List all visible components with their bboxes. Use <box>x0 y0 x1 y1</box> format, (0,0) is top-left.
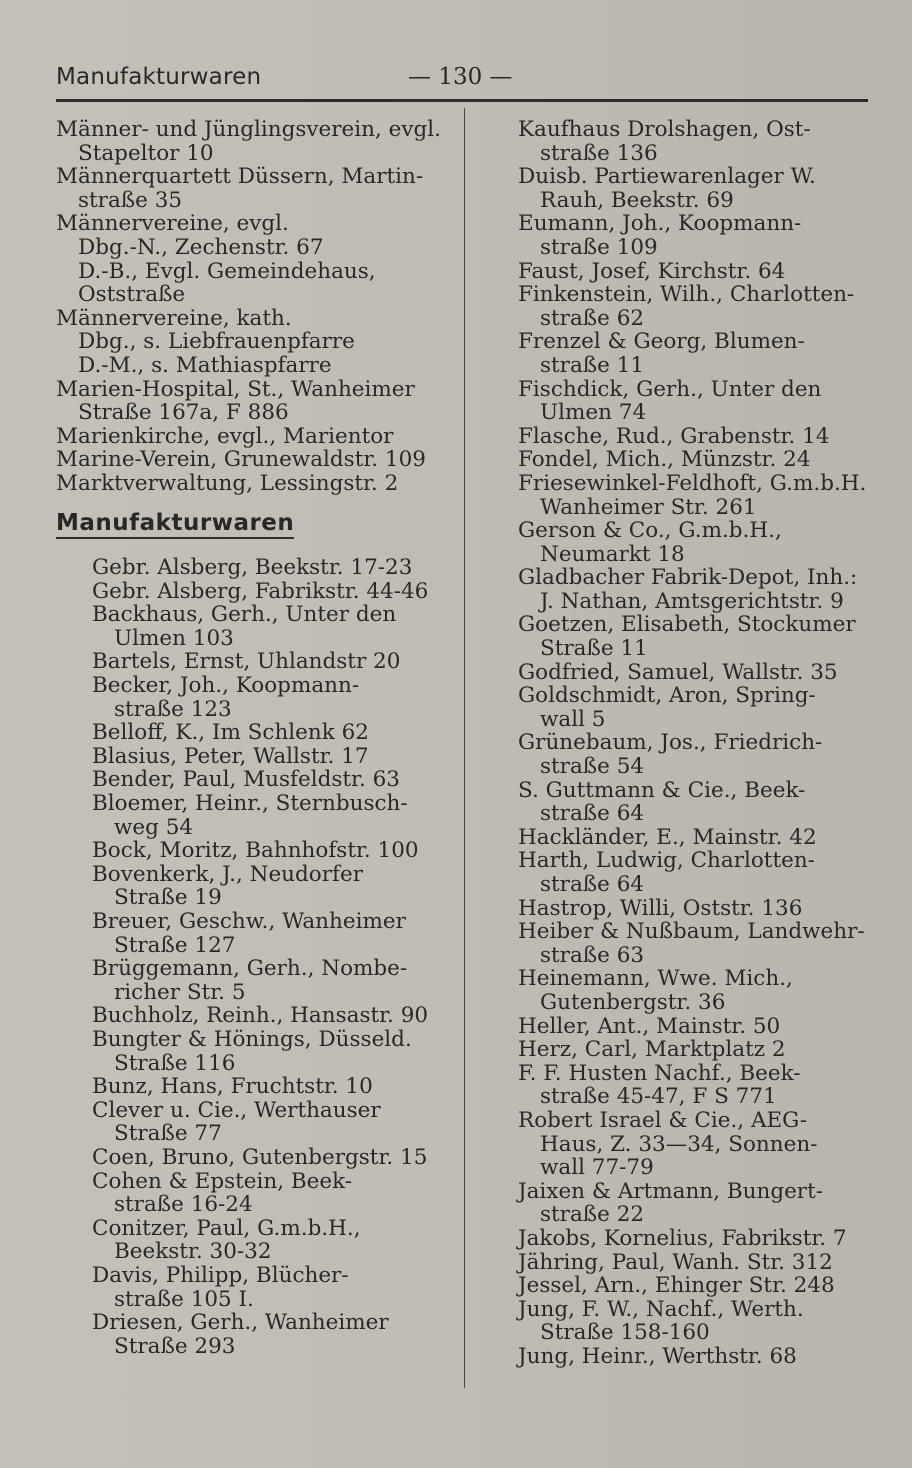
entry-continuation: Rauh, Beekstr. 69 <box>540 187 734 213</box>
directory-entry <box>512 330 884 377</box>
entry-line: Frenzel & Georg, Blumen- <box>518 329 805 355</box>
entry-continuation: straße 16-24 <box>114 1192 253 1218</box>
entry-line: Brüggemann, Gerh., Nombe- <box>92 956 408 982</box>
entry-line: Cohen & Epstein, Beek- <box>92 1168 353 1194</box>
entry-line: Jung, Heinr., Werthstr. 68 <box>518 1343 797 1369</box>
entry-line: Backhaus, Gerh., Unter den <box>92 602 397 628</box>
entry-continuation: Oststraße <box>78 282 186 308</box>
directory-entry <box>56 839 456 863</box>
entry-continuation: Straße 158-160 <box>540 1320 710 1346</box>
directory-entry <box>512 661 884 685</box>
directory-entry <box>56 556 456 580</box>
entry-continuation: Neumarkt 18 <box>540 541 685 567</box>
entry-continuation: richer Str. 5 <box>114 979 246 1005</box>
directory-entry <box>56 1264 456 1311</box>
entry-line: Faust, Josef, Kirchstr. 64 <box>518 258 786 284</box>
entry-line: Clever u. Cie., Werthauser <box>92 1097 381 1123</box>
directory-entry <box>56 745 456 769</box>
entry-line: Fondel, Mich., Münzstr. 24 <box>518 447 811 473</box>
entry-line: Gebr. Alsberg, Beekstr. 17-23 <box>92 555 413 581</box>
entry-line: Bender, Paul, Musfeldstr. 63 <box>92 767 400 793</box>
directory-entry <box>512 1274 884 1298</box>
entry-line: Fischdick, Gerh., Unter den <box>518 376 822 402</box>
entry-continuation: Stapeltor 10 <box>78 140 214 166</box>
entry-line: Conitzer, Paul, G.m.b.H., <box>92 1215 361 1241</box>
directory-entry <box>512 212 884 259</box>
directory-entry <box>512 118 884 165</box>
directory-entry <box>56 354 456 378</box>
entry-line: Gerson & Co., G.m.b.H., <box>518 518 782 544</box>
entry-line: Jessel, Arn., Ehinger Str. 248 <box>518 1273 835 1299</box>
entry-line: Bloemer, Heinr., Sternbusch- <box>92 791 408 817</box>
directory-entry <box>512 1251 884 1275</box>
entry-line: Marktverwaltung, Lessingstr. 2 <box>56 470 399 496</box>
directory-entry <box>56 1099 456 1146</box>
directory-entry <box>56 721 456 745</box>
directory-entry <box>512 566 884 613</box>
entry-line: Friesewinkel-Feldhoft, G.m.b.H. <box>518 470 867 496</box>
directory-entry <box>512 1109 884 1156</box>
entry-line: Harth, Ludwig, Charlotten- <box>518 848 815 874</box>
directory-entry <box>56 910 456 957</box>
entry-line: Coen, Bruno, Gutenbergstr. 15 <box>92 1144 428 1170</box>
entry-continuation: Gutenbergstr. 36 <box>540 989 726 1015</box>
entry-continuation: Ulmen 74 <box>540 400 647 426</box>
directory-entry <box>56 792 456 839</box>
directory-entry <box>512 519 884 566</box>
entry-continuation: Ulmen 103 <box>114 625 234 651</box>
column-divider <box>464 108 465 1388</box>
manufakturwaren-entries-left <box>56 556 456 1358</box>
entry-line: Kaufhaus Drolshagen, Ost- <box>518 117 811 142</box>
directory-entry <box>512 165 884 212</box>
directory-entry <box>512 1227 884 1251</box>
entry-line: Männervereine, evgl. <box>56 211 289 237</box>
directory-entry <box>512 1038 884 1062</box>
directory-entry <box>512 283 884 330</box>
entry-continuation: D.-M., s. Mathiaspfarre <box>78 352 332 378</box>
section-heading: Manufakturwaren <box>56 512 294 540</box>
directory-entry <box>56 768 456 792</box>
manufakturwaren-entries-right <box>512 118 884 1368</box>
entry-line: Männervereine, kath. <box>56 305 292 331</box>
entry-continuation: straße 11 <box>540 352 645 378</box>
entry-continuation: D.-B., Evgl. Gemeindehaus, <box>78 258 376 284</box>
entry-line: Godfried, Samuel, Wallstr. 35 <box>518 659 838 685</box>
directory-entry <box>56 378 456 425</box>
page-number: — 130 — <box>408 64 513 90</box>
entry-line: Goldschmidt, Aron, Spring- <box>518 683 816 709</box>
directory-entry <box>512 378 884 425</box>
entry-line: Driesen, Gerh., Wanheimer <box>92 1310 389 1336</box>
entry-continuation: straße 64 <box>540 872 645 897</box>
entry-line: Bartels, Ernst, Uhlandstr 20 <box>92 649 401 675</box>
directory-entry <box>56 957 456 1004</box>
directory-entry <box>512 967 884 1014</box>
entry-line: Becker, Joh., Koopmann- <box>92 673 360 699</box>
directory-entry <box>512 1298 884 1345</box>
entry-continuation: weg 54 <box>114 814 194 840</box>
header-rule <box>56 99 868 102</box>
entry-continuation: straße 64 <box>540 801 645 827</box>
entry-continuation: Straße 77 <box>114 1121 222 1147</box>
entry-continuation: Wanheimer Str. 261 <box>540 494 757 520</box>
entry-line: Jähring, Paul, Wanh. Str. 312 <box>518 1249 833 1275</box>
directory-entry <box>56 472 456 496</box>
entry-continuation: Straße 127 <box>114 932 236 958</box>
entry-continuation: straße 136 <box>540 140 658 166</box>
directory-entry <box>512 920 884 967</box>
entry-line: Heinemann, Wwe. Mich., <box>518 966 793 992</box>
directory-entry <box>512 613 884 660</box>
directory-entry <box>56 307 456 354</box>
entry-continuation: wall 5 <box>540 706 606 732</box>
entry-continuation: Straße 293 <box>114 1333 236 1359</box>
entry-line: Heller, Ant., Mainstr. 50 <box>518 1013 781 1039</box>
entry-continuation: J. Nathan, Amtsgerichtstr. 9 <box>540 588 844 614</box>
association-entries <box>56 118 456 496</box>
directory-entry <box>512 897 884 921</box>
directory-entry <box>56 580 456 604</box>
entry-line: Marien-Hospital, St., Wanheimer <box>56 376 415 402</box>
entry-line: Herz, Carl, Marktplatz 2 <box>518 1037 786 1063</box>
entry-continuation: Straße 116 <box>114 1050 236 1076</box>
entry-line: Bunz, Hans, Fruchtstr. 10 <box>92 1074 373 1100</box>
entry-continuation: straße 105 I. <box>114 1286 254 1312</box>
directory-entry <box>56 283 456 307</box>
directory-entry <box>512 849 884 896</box>
directory-entry <box>56 1146 456 1170</box>
directory-entry <box>512 1062 884 1109</box>
directory-entry <box>56 1217 456 1264</box>
entry-line: Heiber & Nußbaum, Landwehr- <box>518 919 865 945</box>
directory-entry <box>512 472 884 519</box>
entry-line: Hackländer, E., Mainstr. 42 <box>518 824 817 850</box>
entry-line: Bovenkerk, J., Neudorfer <box>92 861 363 887</box>
entry-continuation: wall 77-79 <box>540 1155 654 1181</box>
entry-continuation: straße 54 <box>540 754 645 780</box>
directory-entry <box>56 863 456 910</box>
directory-entry <box>56 165 456 212</box>
entry-continuation: straße 62 <box>540 305 645 331</box>
entry-line: Männerquartett Düssern, Martin- <box>56 164 424 190</box>
entry-line: Jakobs, Kornelius, Fabrikstr. 7 <box>518 1225 847 1251</box>
entry-line: F. F. Husten Nachf., Beek- <box>518 1060 801 1086</box>
directory-entry <box>56 674 456 721</box>
directory-entry <box>56 650 456 674</box>
entry-line: Breuer, Geschw., Wanheimer <box>92 909 406 934</box>
directory-entry <box>512 779 884 826</box>
directory-entry <box>56 1311 456 1358</box>
entry-line: Flasche, Rud., Grabenstr. 14 <box>518 423 830 449</box>
right-column <box>512 118 884 1368</box>
directory-entry <box>56 1170 456 1217</box>
entry-continuation: straße 63 <box>540 942 645 968</box>
entry-line: Belloff, K., Im Schlenk 62 <box>92 720 369 746</box>
directory-entry <box>512 826 884 850</box>
entry-line: Finkenstein, Wilh., Charlotten- <box>518 282 855 308</box>
directory-entry <box>512 731 884 778</box>
directory-entry <box>56 603 456 650</box>
entry-line: Bock, Moritz, Bahnhofstr. 100 <box>92 838 419 864</box>
directory-entry <box>56 212 456 259</box>
entry-line: Jung, F. W., Nachf., Werth. <box>518 1296 804 1322</box>
running-title: Manufakturwaren <box>56 64 262 90</box>
directory-entry <box>56 1004 456 1028</box>
entry-line: Grünebaum, Jos., Friedrich- <box>518 730 823 756</box>
entry-continuation: straße 109 <box>540 234 658 260</box>
entry-line: Blasius, Peter, Wallstr. 17 <box>92 743 369 769</box>
directory-entry <box>56 1028 456 1075</box>
entry-continuation: Dbg., s. Liebfrauenpfarre <box>78 329 355 355</box>
entry-line: Jaixen & Artmann, Bungert- <box>518 1178 823 1204</box>
entry-continuation: Haus, Z. 33—34, Sonnen- <box>540 1131 818 1157</box>
page-header <box>56 62 868 94</box>
directory-entry <box>56 1075 456 1099</box>
entry-continuation: Straße 167a, F 886 <box>78 400 289 426</box>
entry-continuation: straße 22 <box>540 1202 645 1228</box>
directory-entry <box>56 260 456 284</box>
entry-line: Gladbacher Fabrik-Depot, Inh.: <box>518 565 858 591</box>
entry-continuation: straße 35 <box>78 187 183 213</box>
directory-entry <box>512 448 884 472</box>
directory-entry <box>512 425 884 449</box>
entry-line: Männer- und Jünglingsverein, evgl. <box>56 117 441 142</box>
entry-line: Marine-Verein, Grunewaldstr. 109 <box>56 447 426 473</box>
left-column <box>56 118 456 1358</box>
entry-continuation: Straße 11 <box>540 636 648 662</box>
entry-line: Robert Israel & Cie., AEG- <box>518 1107 808 1133</box>
entry-continuation: straße 45-47, F S 771 <box>540 1084 777 1110</box>
directory-entry <box>56 118 456 165</box>
entry-line: Buchholz, Reinh., Hansastr. 90 <box>92 1003 429 1029</box>
entry-line: S. Guttmann & Cie., Beek- <box>518 777 806 803</box>
directory-entry <box>512 1180 884 1227</box>
entry-line: Eumann, Joh., Koopmann- <box>518 211 802 237</box>
directory-entry <box>512 1345 884 1369</box>
directory-entry <box>512 684 884 731</box>
directory-entry <box>56 425 456 449</box>
entry-line: Marienkirche, evgl., Marientor <box>56 423 394 449</box>
entry-line: Davis, Philipp, Blücher- <box>92 1262 349 1288</box>
entry-line: Goetzen, Elisabeth, Stockumer <box>518 612 856 638</box>
directory-entry <box>512 1015 884 1039</box>
entry-continuation: Beekstr. 30-32 <box>114 1239 272 1265</box>
entry-line: Duisb. Partiewarenlager W. <box>518 164 816 190</box>
directory-entry <box>512 260 884 284</box>
entry-line: Gebr. Alsberg, Fabrikstr. 44-46 <box>92 578 429 604</box>
entry-continuation: straße 123 <box>114 696 232 722</box>
entry-continuation: Straße 19 <box>114 885 222 911</box>
entry-line: Bungter & Hönings, Düsseld. <box>92 1026 412 1052</box>
entry-line: Hastrop, Willi, Oststr. 136 <box>518 895 803 921</box>
entry-continuation: Dbg.-N., Zechenstr. 67 <box>78 234 324 260</box>
directory-entry <box>512 1156 884 1180</box>
directory-entry <box>56 448 456 472</box>
